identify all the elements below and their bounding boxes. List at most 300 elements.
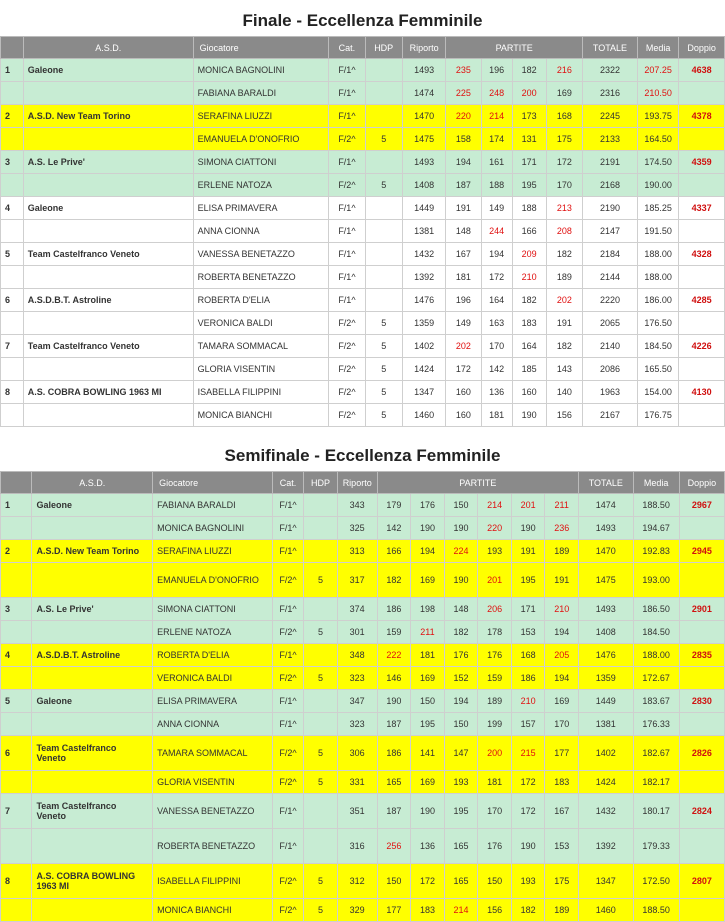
player-cell: MONICA BIANCHI xyxy=(153,899,273,922)
riporto-cell: 1476 xyxy=(402,289,446,312)
riporto-cell: 374 xyxy=(337,598,377,621)
riporto-cell: 316 xyxy=(337,829,377,864)
game-score-cell: 191 xyxy=(446,197,481,220)
semifinale-title: Semifinale - Eccellenza Femminile xyxy=(224,446,501,465)
riporto-cell: 343 xyxy=(337,494,377,517)
player-cell: ANNA CIONNA xyxy=(153,713,273,736)
average-cell: 191.50 xyxy=(637,220,678,243)
game-score-cell: 179 xyxy=(377,494,411,517)
average-cell: 207.25 xyxy=(637,59,678,82)
semifinale-row xyxy=(1,621,725,644)
category-cell: F/1^ xyxy=(329,105,365,128)
total-cell: 2245 xyxy=(583,105,638,128)
game-score-cell: 156 xyxy=(478,899,512,922)
semifinale-header-doppio: Doppio xyxy=(679,472,724,494)
game-score-cell: 182 xyxy=(546,335,582,358)
average-cell: 188.50 xyxy=(633,899,679,922)
game-score-cell: 196 xyxy=(481,59,512,82)
total-cell: 1449 xyxy=(579,690,634,713)
position-cell xyxy=(1,621,32,644)
game-score-cell: 181 xyxy=(446,266,481,289)
game-score-cell: 191 xyxy=(511,540,545,563)
game-score-cell: 222 xyxy=(377,644,411,667)
position-cell: 2 xyxy=(1,105,24,128)
game-score-cell: 147 xyxy=(444,736,478,771)
doubles-total-cell: 2826 xyxy=(679,736,724,771)
game-score-cell: 157 xyxy=(511,713,545,736)
total-cell: 2144 xyxy=(583,266,638,289)
position-cell: 5 xyxy=(1,690,32,713)
handicap-cell: 5 xyxy=(365,404,402,427)
game-score-cell: 210 xyxy=(545,598,579,621)
riporto-cell: 347 xyxy=(337,690,377,713)
game-score-cell: 141 xyxy=(411,736,445,771)
game-score-cell: 176 xyxy=(444,644,478,667)
game-score-cell: 172 xyxy=(511,771,545,794)
game-score-cell: 190 xyxy=(411,794,445,829)
game-score-cell: 191 xyxy=(545,563,579,598)
game-score-cell: 211 xyxy=(545,494,579,517)
semifinale-row xyxy=(1,494,725,517)
team-cell xyxy=(32,899,153,922)
position-cell: 8 xyxy=(1,381,24,404)
riporto-cell: 1475 xyxy=(402,128,446,151)
game-score-cell: 136 xyxy=(411,829,445,864)
game-score-cell: 189 xyxy=(546,266,582,289)
game-score-cell: 191 xyxy=(546,312,582,335)
player-cell: ISABELLA FILIPPINI xyxy=(193,381,329,404)
category-cell: F/1^ xyxy=(272,690,303,713)
finale-section xyxy=(0,6,725,427)
game-score-cell: 190 xyxy=(511,829,545,864)
category-cell: F/1^ xyxy=(272,598,303,621)
total-cell: 1476 xyxy=(579,644,634,667)
game-score-cell: 153 xyxy=(511,621,545,644)
game-score-cell: 170 xyxy=(545,713,579,736)
game-score-cell: 202 xyxy=(446,335,481,358)
handicap-cell: 5 xyxy=(304,864,338,899)
category-cell: F/2^ xyxy=(272,864,303,899)
position-cell xyxy=(1,174,24,197)
player-cell: ROBERTA BENETAZZO xyxy=(153,829,273,864)
team-cell: A.S.D.B.T. Astroline xyxy=(32,644,153,667)
team-cell: Team Castelfranco Veneto xyxy=(23,335,193,358)
team-cell: Galeone xyxy=(23,59,193,82)
semifinale-row xyxy=(1,829,725,864)
game-score-cell: 214 xyxy=(444,899,478,922)
riporto-cell: 1392 xyxy=(402,266,446,289)
handicap-cell xyxy=(365,266,402,289)
total-cell: 2147 xyxy=(583,220,638,243)
category-cell: F/1^ xyxy=(329,82,365,105)
game-score-cell: 183 xyxy=(411,899,445,922)
doubles-total-cell xyxy=(679,899,724,922)
doubles-total-cell: 4378 xyxy=(679,105,725,128)
total-cell: 1347 xyxy=(579,864,634,899)
position-cell xyxy=(1,517,32,540)
finale-row xyxy=(1,381,725,404)
game-score-cell: 182 xyxy=(512,289,546,312)
game-score-cell: 193 xyxy=(478,540,512,563)
riporto-cell: 329 xyxy=(337,899,377,922)
team-cell: Galeone xyxy=(32,494,153,517)
game-score-cell: 170 xyxy=(481,335,512,358)
total-cell: 1408 xyxy=(579,621,634,644)
player-cell: MONICA BAGNOLINI xyxy=(193,59,329,82)
finale-row xyxy=(1,266,725,289)
semifinale-header-hdp: HDP xyxy=(304,472,338,494)
position-cell: 8 xyxy=(1,864,32,899)
riporto-cell: 325 xyxy=(337,517,377,540)
semifinale-row xyxy=(1,540,725,563)
average-cell: 176.50 xyxy=(637,312,678,335)
game-score-cell: 175 xyxy=(546,128,582,151)
player-cell: SERAFINA LIUZZI xyxy=(153,540,273,563)
doubles-total-cell xyxy=(679,517,724,540)
game-score-cell: 186 xyxy=(511,667,545,690)
handicap-cell: 5 xyxy=(304,621,338,644)
player-cell: VANESSA BENETAZZO xyxy=(193,243,329,266)
riporto-cell: 313 xyxy=(337,540,377,563)
position-cell xyxy=(1,312,24,335)
handicap-cell xyxy=(365,289,402,312)
total-cell: 1493 xyxy=(579,517,634,540)
doubles-total-cell: 4226 xyxy=(679,335,725,358)
category-cell: F/1^ xyxy=(329,151,365,174)
team-cell: Team Castelfranco Veneto xyxy=(32,736,153,771)
riporto-cell: 1449 xyxy=(402,197,446,220)
player-cell: VERONICA BALDI xyxy=(193,312,329,335)
team-cell xyxy=(23,358,193,381)
team-cell xyxy=(32,713,153,736)
doubles-total-cell xyxy=(679,128,725,151)
game-score-cell: 210 xyxy=(511,690,545,713)
game-score-cell: 153 xyxy=(545,829,579,864)
game-score-cell: 160 xyxy=(446,381,481,404)
game-score-cell: 186 xyxy=(377,598,411,621)
game-score-cell: 190 xyxy=(377,690,411,713)
doubles-total-cell xyxy=(679,220,725,243)
position-cell: 3 xyxy=(1,598,32,621)
position-cell xyxy=(1,829,32,864)
finale-header-riporto: Riporto xyxy=(402,37,446,59)
player-cell: VANESSA BENETAZZO xyxy=(153,794,273,829)
average-cell: 174.50 xyxy=(637,151,678,174)
team-cell: Team Castelfranco Veneto xyxy=(23,243,193,266)
semifinale-row xyxy=(1,563,725,598)
semifinale-row xyxy=(1,644,725,667)
position-cell: 6 xyxy=(1,736,32,771)
game-score-cell: 165 xyxy=(377,771,411,794)
game-score-cell: 220 xyxy=(446,105,481,128)
player-cell: EMANUELA D'ONOFRIO xyxy=(193,128,329,151)
average-cell: 188.00 xyxy=(633,644,679,667)
doubles-total-cell xyxy=(679,771,724,794)
game-score-cell: 168 xyxy=(546,105,582,128)
total-cell: 2322 xyxy=(583,59,638,82)
player-cell: SIMONA CIATTONI xyxy=(193,151,329,174)
game-score-cell: 190 xyxy=(512,404,546,427)
average-cell: 165.50 xyxy=(637,358,678,381)
team-cell xyxy=(23,404,193,427)
doubles-total-cell xyxy=(679,621,724,644)
average-cell: 193.75 xyxy=(637,105,678,128)
position-cell: 4 xyxy=(1,197,24,220)
game-score-cell: 209 xyxy=(512,243,546,266)
game-score-cell: 150 xyxy=(411,690,445,713)
team-cell: A.S. Le Prive' xyxy=(32,598,153,621)
team-cell xyxy=(23,266,193,289)
finale-header-asd: A.S.D. xyxy=(23,37,193,59)
doubles-total-cell: 2901 xyxy=(679,598,724,621)
riporto-cell: 1424 xyxy=(402,358,446,381)
doubles-total-cell: 4337 xyxy=(679,197,725,220)
team-cell: A.S.D.B.T. Astroline xyxy=(23,289,193,312)
game-score-cell: 183 xyxy=(512,312,546,335)
player-cell: SERAFINA LIUZZI xyxy=(193,105,329,128)
finale-row xyxy=(1,243,725,266)
game-score-cell: 188 xyxy=(512,197,546,220)
game-score-cell: 194 xyxy=(481,243,512,266)
finale-header-partite: PARTITE xyxy=(446,37,583,59)
riporto-cell: 306 xyxy=(337,736,377,771)
game-score-cell: 190 xyxy=(444,517,478,540)
game-score-cell: 177 xyxy=(545,736,579,771)
doubles-total-cell xyxy=(679,358,725,381)
game-score-cell: 190 xyxy=(411,517,445,540)
finale-row xyxy=(1,289,725,312)
game-score-cell: 165 xyxy=(444,829,478,864)
game-score-cell: 149 xyxy=(446,312,481,335)
game-score-cell: 169 xyxy=(411,667,445,690)
finale-row xyxy=(1,151,725,174)
game-score-cell: 182 xyxy=(546,243,582,266)
player-cell: FABIANA BARALDI xyxy=(193,82,329,105)
riporto-cell: 1432 xyxy=(402,243,446,266)
doubles-total-cell: 2824 xyxy=(679,794,724,829)
game-score-cell: 176 xyxy=(478,644,512,667)
team-cell xyxy=(32,829,153,864)
semifinale-row xyxy=(1,899,725,922)
finale-header-hdp: HDP xyxy=(365,37,402,59)
average-cell: 188.00 xyxy=(637,243,678,266)
total-cell: 1359 xyxy=(579,667,634,690)
game-score-cell: 163 xyxy=(481,312,512,335)
doubles-total-cell: 2835 xyxy=(679,644,724,667)
game-score-cell: 235 xyxy=(446,59,481,82)
handicap-cell xyxy=(365,243,402,266)
handicap-cell xyxy=(365,197,402,220)
game-score-cell: 198 xyxy=(411,598,445,621)
game-score-cell: 201 xyxy=(478,563,512,598)
average-cell: 183.67 xyxy=(633,690,679,713)
total-cell: 1493 xyxy=(579,598,634,621)
doubles-total-cell: 4130 xyxy=(679,381,725,404)
game-score-cell: 210 xyxy=(512,266,546,289)
position-cell xyxy=(1,220,24,243)
team-cell xyxy=(23,312,193,335)
finale-row xyxy=(1,312,725,335)
doubles-total-cell xyxy=(679,404,725,427)
position-cell: 7 xyxy=(1,335,24,358)
game-score-cell: 193 xyxy=(444,771,478,794)
game-score-cell: 187 xyxy=(446,174,481,197)
doubles-total-cell xyxy=(679,266,725,289)
riporto-cell: 1381 xyxy=(402,220,446,243)
total-cell: 2184 xyxy=(583,243,638,266)
game-score-cell: 194 xyxy=(545,621,579,644)
game-score-cell: 256 xyxy=(377,829,411,864)
finale-row xyxy=(1,197,725,220)
average-cell: 172.67 xyxy=(633,667,679,690)
finale-row xyxy=(1,128,725,151)
game-score-cell: 202 xyxy=(546,289,582,312)
handicap-cell: 5 xyxy=(365,312,402,335)
average-cell: 184.50 xyxy=(637,335,678,358)
riporto-cell: 1460 xyxy=(402,404,446,427)
handicap-cell xyxy=(304,829,338,864)
player-cell: EMANUELA D'ONOFRIO xyxy=(153,563,273,598)
average-cell: 184.50 xyxy=(633,621,679,644)
game-score-cell: 183 xyxy=(545,771,579,794)
category-cell: F/1^ xyxy=(329,243,365,266)
game-score-cell: 169 xyxy=(411,563,445,598)
category-cell: F/2^ xyxy=(329,335,365,358)
category-cell: F/1^ xyxy=(272,494,303,517)
handicap-cell xyxy=(304,644,338,667)
game-score-cell: 170 xyxy=(546,174,582,197)
category-cell: F/1^ xyxy=(329,220,365,243)
game-score-cell: 182 xyxy=(377,563,411,598)
semifinale-row xyxy=(1,736,725,771)
game-score-cell: 187 xyxy=(377,794,411,829)
player-cell: GLORIA VISENTIN xyxy=(153,771,273,794)
game-score-cell: 164 xyxy=(481,289,512,312)
game-score-cell: 158 xyxy=(446,128,481,151)
game-score-cell: 214 xyxy=(481,105,512,128)
game-score-cell: 225 xyxy=(446,82,481,105)
finale-body xyxy=(1,59,725,427)
finale-row xyxy=(1,174,725,197)
semifinale-row xyxy=(1,667,725,690)
game-score-cell: 181 xyxy=(411,644,445,667)
riporto-cell: 1474 xyxy=(402,82,446,105)
doubles-total-cell xyxy=(679,667,724,690)
game-score-cell: 189 xyxy=(545,899,579,922)
doubles-total-cell xyxy=(679,829,724,864)
finale-row xyxy=(1,358,725,381)
semifinale-header-riporto: Riporto xyxy=(337,472,377,494)
finale-row xyxy=(1,82,725,105)
total-cell: 2190 xyxy=(583,197,638,220)
total-cell: 2191 xyxy=(583,151,638,174)
total-cell: 1963 xyxy=(583,381,638,404)
finale-row xyxy=(1,404,725,427)
player-cell: ERLENE NATOZA xyxy=(153,621,273,644)
game-score-cell: 195 xyxy=(444,794,478,829)
game-score-cell: 171 xyxy=(511,598,545,621)
finale-row xyxy=(1,59,725,82)
category-cell: F/2^ xyxy=(329,358,365,381)
handicap-cell: 5 xyxy=(304,899,338,922)
game-score-cell: 159 xyxy=(478,667,512,690)
category-cell: F/2^ xyxy=(272,736,303,771)
position-cell xyxy=(1,667,32,690)
team-cell: A.S. COBRA BOWLING 1963 MI xyxy=(23,381,193,404)
handicap-cell xyxy=(304,598,338,621)
semifinale-header-asd: A.S.D. xyxy=(32,472,153,494)
total-cell: 1470 xyxy=(579,540,634,563)
game-score-cell: 172 xyxy=(511,794,545,829)
riporto-cell: 1347 xyxy=(402,381,446,404)
game-score-cell: 208 xyxy=(546,220,582,243)
player-cell: VERONICA BALDI xyxy=(153,667,273,690)
game-score-cell: 172 xyxy=(481,266,512,289)
handicap-cell: 5 xyxy=(365,358,402,381)
player-cell: ELISA PRIMAVERA xyxy=(153,690,273,713)
game-score-cell: 172 xyxy=(446,358,481,381)
game-score-cell: 196 xyxy=(446,289,481,312)
position-cell xyxy=(1,266,24,289)
semifinale-header-media: Media xyxy=(633,472,679,494)
game-score-cell: 193 xyxy=(511,864,545,899)
average-cell: 188.00 xyxy=(637,266,678,289)
total-cell: 1475 xyxy=(579,563,634,598)
player-cell: ELISA PRIMAVERA xyxy=(193,197,329,220)
finale-header-media: Media xyxy=(637,37,678,59)
team-cell xyxy=(32,771,153,794)
semifinale-row xyxy=(1,864,725,899)
average-cell: 186.00 xyxy=(637,289,678,312)
player-cell: SIMONA CIATTONI xyxy=(153,598,273,621)
average-cell: 186.50 xyxy=(633,598,679,621)
handicap-cell xyxy=(304,713,338,736)
average-cell: 185.25 xyxy=(637,197,678,220)
doubles-total-cell: 2830 xyxy=(679,690,724,713)
game-score-cell: 161 xyxy=(481,151,512,174)
team-cell: Galeone xyxy=(32,690,153,713)
riporto-cell: 317 xyxy=(337,563,377,598)
player-cell: ISABELLA FILIPPINI xyxy=(153,864,273,899)
game-score-cell: 142 xyxy=(481,358,512,381)
game-score-cell: 181 xyxy=(481,404,512,427)
player-cell: FABIANA BARALDI xyxy=(153,494,273,517)
player-cell: TAMARA SOMMACAL xyxy=(153,736,273,771)
game-score-cell: 220 xyxy=(478,517,512,540)
average-cell: 172.50 xyxy=(633,864,679,899)
team-cell xyxy=(23,82,193,105)
game-score-cell: 131 xyxy=(512,128,546,151)
semifinale-row xyxy=(1,713,725,736)
game-score-cell: 195 xyxy=(411,713,445,736)
total-cell: 2086 xyxy=(583,358,638,381)
average-cell: 176.75 xyxy=(637,404,678,427)
team-cell xyxy=(23,220,193,243)
doubles-total-cell xyxy=(679,312,725,335)
finale-header-cat: Cat. xyxy=(329,37,365,59)
semifinale-row xyxy=(1,690,725,713)
handicap-cell xyxy=(304,517,338,540)
game-score-cell: 195 xyxy=(512,174,546,197)
riporto-cell: 1470 xyxy=(402,105,446,128)
doubles-total-cell xyxy=(679,563,724,598)
total-cell: 1381 xyxy=(579,713,634,736)
team-cell: A.S. COBRA BOWLING 1963 MI xyxy=(32,864,153,899)
game-score-cell: 178 xyxy=(478,621,512,644)
game-score-cell: 175 xyxy=(545,864,579,899)
doubles-total-cell: 2967 xyxy=(679,494,724,517)
position-cell xyxy=(1,128,24,151)
